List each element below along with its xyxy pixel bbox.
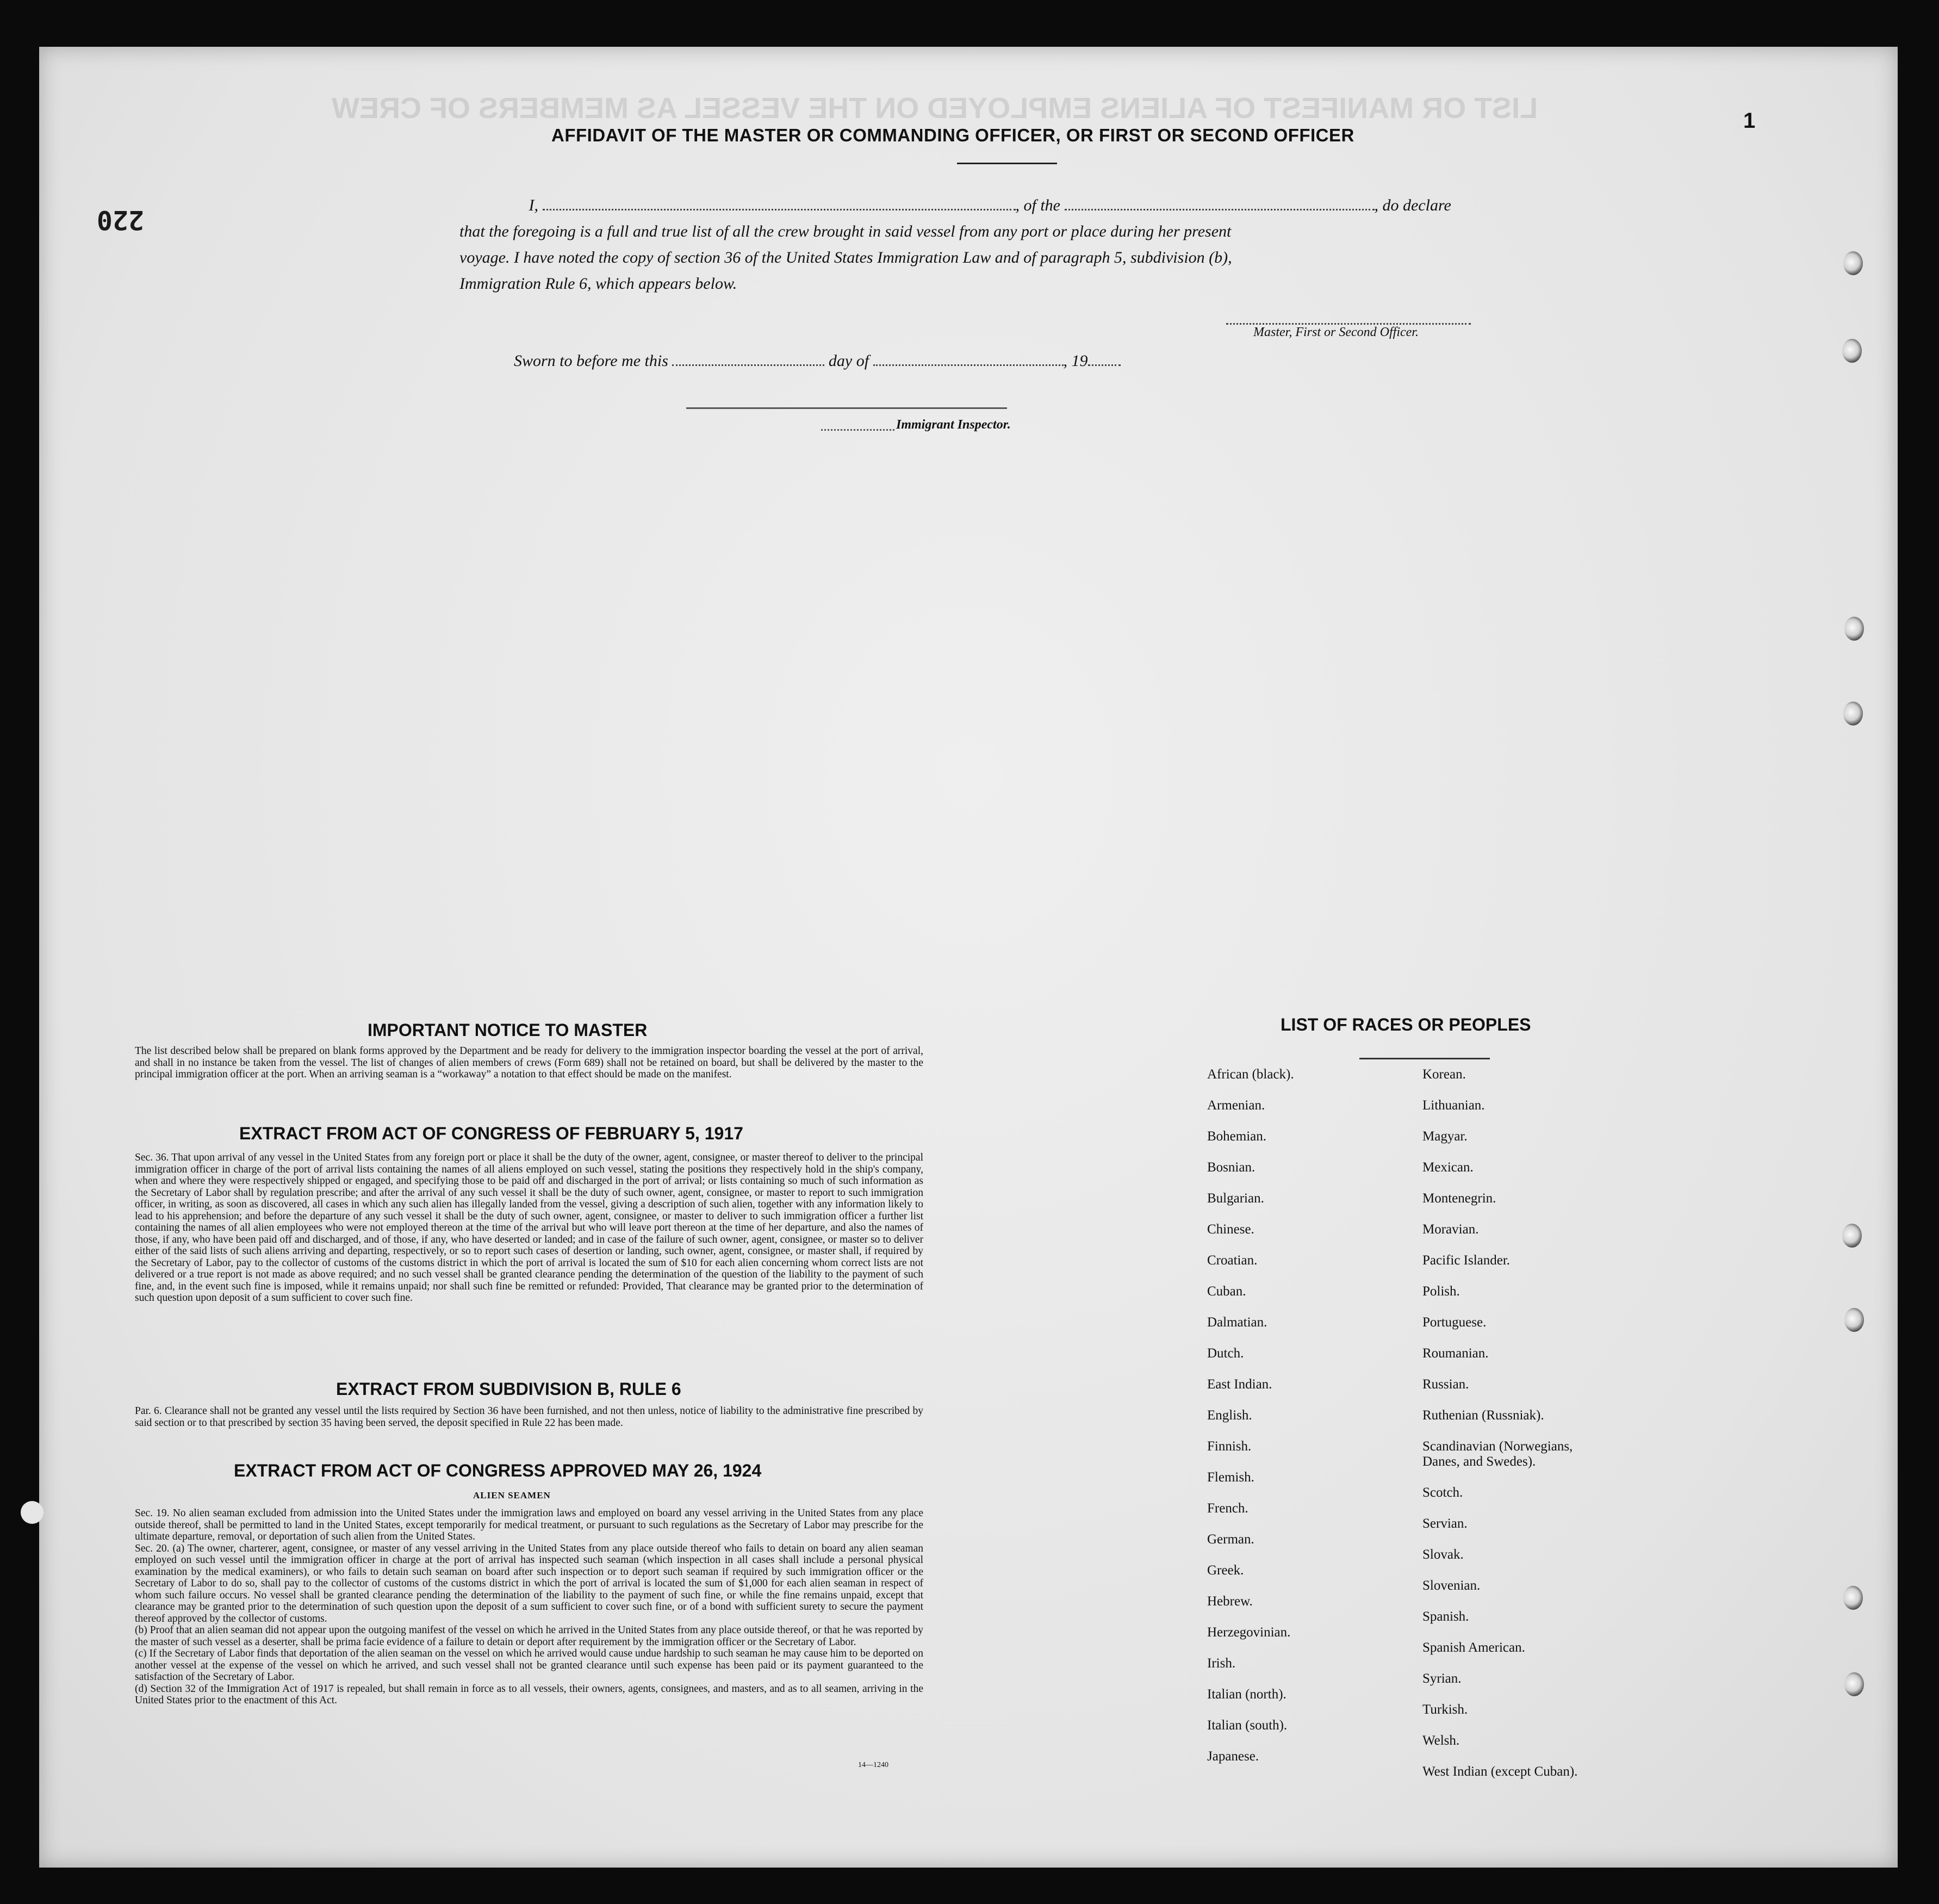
race-item: Pacific Islander. xyxy=(1422,1253,1511,1268)
race-item: Finnish. xyxy=(1207,1439,1252,1454)
race-item: Moravian. xyxy=(1422,1222,1479,1237)
race-item: Hebrew. xyxy=(1207,1594,1253,1609)
race-item: Scotch. xyxy=(1422,1485,1463,1500)
punch-hole-icon xyxy=(1844,617,1864,641)
sworn-line xyxy=(514,348,1121,374)
bleed-through-heading: LIST OR MANIFEST OF ALIENS EMPLOYED ON THE VESSEL AS MEMBERS OF CREW xyxy=(332,92,1538,125)
race-item: Mexican. xyxy=(1422,1160,1474,1175)
decl-i: I, xyxy=(529,196,538,214)
race-item: Korean. xyxy=(1422,1067,1466,1082)
punch-hole-icon xyxy=(1843,1586,1863,1610)
decl-of-the: , of the xyxy=(1015,196,1060,214)
race-item: German. xyxy=(1207,1532,1254,1547)
races-title: LIST OF RACES OR PEOPLES xyxy=(1281,1015,1531,1034)
declaration-line-4: Immigration Rule 6, which appears below. xyxy=(459,275,737,293)
punch-hole-icon xyxy=(1844,1308,1864,1332)
inspector-dots xyxy=(821,429,894,431)
sec20c-text: (c) If the Secretary of Labor finds that deportation of the alien seaman on the vessel on which he arrived would cause undue hardship to such seaman he may cause him to be deported on another vessel at the expense of the vessel on which he arrived, and such vessel shall not be granted clearance until such expense has been paid or its payment guaranteed to the satisfaction of the Secretary of Labor. xyxy=(135,1648,923,1683)
extract-rule6-text: Par. 6. Clearance shall not be granted any vessel until the lists required by Section 36 have been furnished, and not then unless, notice of liability to the administrative fine prescribed by said section or to that prescribed by section 35 having been served, the deposit specified in Rule 22 has been made. xyxy=(135,1405,923,1429)
sworn-label: Sworn to before me this xyxy=(514,352,668,370)
master-signature-caption: Master, First or Second Officer. xyxy=(1253,325,1419,339)
page-number: 1 xyxy=(1743,109,1756,133)
notice-title: IMPORTANT NOTICE TO MASTER xyxy=(368,1020,648,1040)
race-item: Syrian. xyxy=(1422,1671,1462,1686)
stamp-number: 220 xyxy=(97,204,144,235)
punch-hole-icon xyxy=(1844,1672,1864,1696)
sworn-day-field[interactable] xyxy=(672,364,824,366)
race-item: Italian (south). xyxy=(1207,1718,1288,1733)
race-item: Bosnian. xyxy=(1207,1160,1256,1175)
race-item: Irish. xyxy=(1207,1656,1236,1671)
race-item: Armenian. xyxy=(1207,1098,1265,1113)
race-item: Magyar. xyxy=(1422,1129,1468,1144)
sworn-year-field[interactable] xyxy=(1088,364,1121,366)
races-divider xyxy=(1359,1058,1490,1059)
sec20a-text: Sec. 20. (a) The owner, charterer, agent, consignee, or master of any vessel arriving in the United States from any place outside thereof who fails to detain on board any alien seaman employed on such vessel until the immigration officer in charge at the port of arrival has inspected such seaman (which inspection in all cases shall include a personal physical examination by the medical examiners), or who fails to detain such seaman on board after such inspection or to deport such seaman if required by such immigration officer or the Secretary of Labor to do so, shall pay to the collector of customs of the customs district in which the port of arrival is located the sum of $1,000 for each alien seaman in respect of whom such failure occurs. No vessel shall be granted clearance pending the determination of the liability to the payment of such fine, or while the fine remains unpaid, except that clearance may be granted prior to the determination of such question upon the deposit of a sum sufficient to cover such fine, or of a bond with sufficient surety to secure the payment thereof approved by the collector of customs. xyxy=(135,1542,923,1624)
race-item: Herzegovinian. xyxy=(1207,1625,1291,1640)
affidavit-title: AFFIDAVIT OF THE MASTER OR COMMANDING OFFICER, OR FIRST OR SECOND OFFICER xyxy=(551,125,1354,145)
declaration-line-3: voyage. I have noted the copy of section 36 of the United States Immigration Law and of paragraph 5, subdivision (b), xyxy=(459,249,1232,266)
race-item: Lithuanian. xyxy=(1422,1098,1485,1113)
name-field[interactable] xyxy=(543,209,1016,210)
race-item: Ruthenian (Russniak). xyxy=(1422,1408,1544,1423)
race-item: Servian. xyxy=(1422,1516,1468,1531)
race-item: Slovenian. xyxy=(1422,1578,1481,1593)
declaration-line-2: that the foregoing is a full and true list of all the crew brought in said vessel from any port or place during her present xyxy=(459,222,1232,240)
race-item: African (black). xyxy=(1207,1067,1294,1082)
alien-seamen-subtitle: ALIEN SEAMEN xyxy=(473,1490,551,1500)
extract-1924-body xyxy=(135,1508,923,1707)
race-item: Japanese. xyxy=(1207,1749,1259,1764)
declaration-line-1 xyxy=(459,193,1493,219)
inspector-signature-line[interactable] xyxy=(686,407,1007,409)
inspector-caption: Immigrant Inspector. xyxy=(896,418,1011,432)
race-item: Chinese. xyxy=(1207,1222,1254,1237)
notice-text: The list described below shall be prepared on blank forms approved by the Department and be ready for delivery to the immigration inspector boarding the vessel at the port of arrival, and shall in no instance be taken from the vessel. The list of changes of alien members of crews (Form 689) shall not be retained on board, but shall be delivered by the master to the principal immigration officer at the port. When an arriving seaman is a “workaway” a notation to that effect should be made on the manifest. xyxy=(135,1045,923,1080)
race-item: Roumanian. xyxy=(1422,1346,1489,1361)
race-item: English. xyxy=(1207,1408,1252,1423)
sec20d-text: (d) Section 32 of the Immigration Act of 1917 is repealed, but shall remain in force as to all vessels, their owners, agents, consignees, and masters, and as to all seamen, arriving in the United States prior to the enactment of this Act. xyxy=(135,1683,923,1706)
decl-do-declare: , do declare xyxy=(1374,196,1451,214)
race-item: Cuban. xyxy=(1207,1284,1246,1299)
race-item: Slovak. xyxy=(1422,1547,1464,1562)
race-item: Turkish. xyxy=(1422,1702,1468,1717)
race-item: Dutch. xyxy=(1207,1346,1244,1361)
race-item: Bohemian. xyxy=(1207,1129,1267,1144)
sworn-month-field[interactable] xyxy=(873,364,1064,366)
race-item: Dalmatian. xyxy=(1207,1315,1267,1330)
race-item: East Indian. xyxy=(1207,1377,1272,1392)
race-item: Polish. xyxy=(1422,1284,1460,1299)
race-item: Greek. xyxy=(1207,1563,1244,1578)
race-item: Spanish. xyxy=(1422,1609,1469,1624)
title-divider xyxy=(957,163,1057,164)
vessel-field[interactable] xyxy=(1065,209,1375,210)
race-item: Danes, and Swedes). xyxy=(1422,1454,1536,1469)
race-item: Croatian. xyxy=(1207,1253,1258,1268)
race-item: Bulgarian. xyxy=(1207,1191,1264,1206)
sec19-text: Sec. 19. No alien seaman excluded from admission into the United States under the immigration laws and employed on board any vessel arriving in the United States from any place outside thereof, shall be permitted to land in the United States, except temporarily for medical treatment, or pursuant to such regulations as the Secretary of Labor may prescribe for the ultimate departure, removal, or deportation of such alien from the United States. xyxy=(135,1508,923,1542)
year-label: , 19 xyxy=(1063,352,1088,370)
day-of-label: day of xyxy=(828,352,869,370)
race-item: Russian. xyxy=(1422,1377,1469,1392)
punch-hole-icon xyxy=(1843,702,1863,725)
race-item: Portuguese. xyxy=(1422,1315,1487,1330)
race-item: Flemish. xyxy=(1207,1470,1254,1485)
race-item: Italian (north). xyxy=(1207,1687,1287,1702)
race-item: Montenegrin. xyxy=(1422,1191,1496,1206)
punch-hole-icon xyxy=(1843,251,1863,275)
race-item: Welsh. xyxy=(1422,1733,1460,1748)
extract-1917-text: Sec. 36. That upon arrival of any vessel in the United States from any foreign port or place it shall be the duty of the owner, agent, consignee, or master thereof to deliver to the principal immigration officer in charge of the port of arrival lists containing the names of all aliens employed on such vessel, stating the positions they respectively hold in the ship's company, when and where they were respectively shipped or engaged, and specifying those to be paid off and discharged in the port of arrival; or lists containing so much of such information as the Secretary of Labor shall by regulation prescribe; and after the arrival of any such vessel it shall be the duty of such owner, agent, consignee, or master to report to such immigration officer, in writing, as soon as discovered, all cases in which any such alien has illegally landed from the vessel, giving a description of such alien, together with any information likely to lead to his apprehension; and before the departure of any such vessel it shall be the duty of such owner, agent, consignee, or master to deliver to such immigration officer a further list containing the names of all alien employees who were not employed thereon at the time of the arrival but who will leave port thereon at the time of her departure, and also the names of those, if any, who have been paid off and discharged, and of those, if any, who have deserted or landed; and in case of the failure of such owner, agent, consignee, or master so to deliver either of the said lists of such aliens arriving and departing, respectively, or so to report such cases of desertion or landing, such owner, agent, consignee, or master shall, if required by the Secretary of Labor, pay to the collector of customs of the customs district in which the port of arrival is located the sum of $10 for each alien concerning whom correct lists are not delivered or a true report is not made as above required; and no such vessel shall be granted clearance pending the determination of the question of the liability to the payment of such fine, and, in the event such fine is imposed, while it remains unpaid; nor shall such fine be remitted or refunded: Provided, That clearance may be granted prior to the determination of such question upon deposit of a sum sufficient to cover such fine. xyxy=(135,1152,923,1304)
extract-rule6-title: EXTRACT FROM SUBDIVISION B, RULE 6 xyxy=(336,1379,681,1399)
extract-1917-title: EXTRACT FROM ACT OF CONGRESS OF FEBRUARY 5, 1917 xyxy=(239,1124,743,1143)
form-number: 14—1240 xyxy=(858,1761,888,1769)
sec20b-text: (b) Proof that an alien seaman did not appear upon the outgoing manifest of the vessel on which he arrived in the United States from any place outside thereof, or that he was reported by the master of such vessel as a deserter, shall be prima facie evidence of a failure to detain or deport after requirement by the immigration officer or the Secretary of Labor. xyxy=(135,1624,923,1648)
punch-hole-icon xyxy=(1842,339,1862,363)
extract-1924-title: EXTRACT FROM ACT OF CONGRESS APPROVED MAY 26, 1924 xyxy=(234,1461,762,1480)
race-item: French. xyxy=(1207,1501,1248,1516)
punch-hole-icon xyxy=(1842,1224,1862,1248)
hole-mark-icon xyxy=(21,1501,43,1524)
master-signature-line[interactable] xyxy=(1226,323,1471,325)
declaration-block xyxy=(459,193,1493,297)
race-item: West Indian (except Cuban). xyxy=(1422,1764,1578,1779)
race-item: Scandinavian (Norwegians, xyxy=(1422,1439,1573,1454)
race-item: Spanish American. xyxy=(1422,1640,1525,1655)
